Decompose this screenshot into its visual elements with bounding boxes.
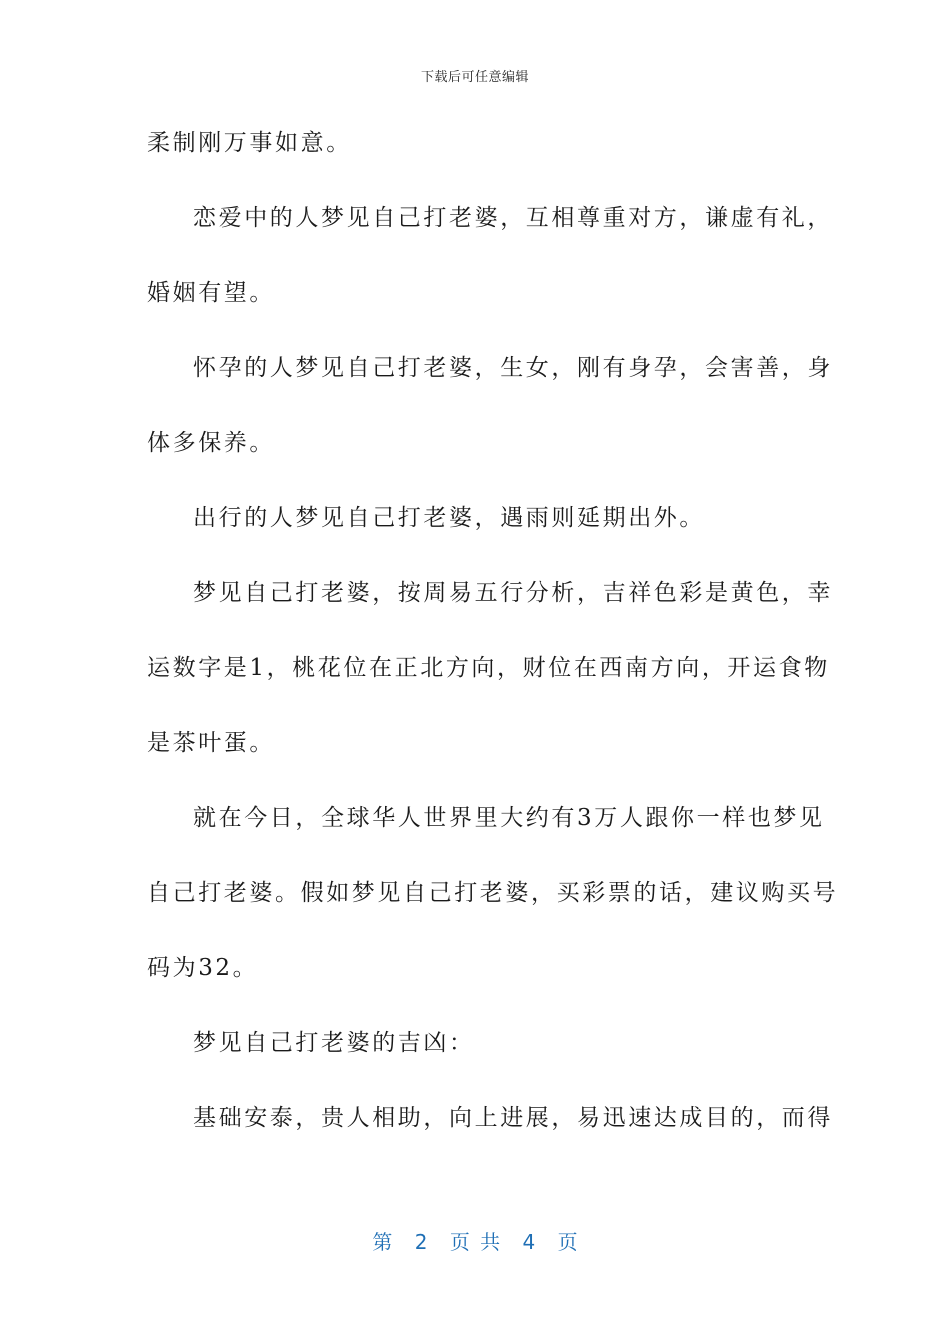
paragraph-line: 柔制刚万事如意。 xyxy=(147,130,352,156)
paragraph-line: 自己打老婆。假如梦见自己打老婆，买彩票的话，建议购买号 xyxy=(147,880,839,906)
paragraph-line: 运数字是1，桃花位在正北方向，财位在西南方向，开运食物 xyxy=(147,655,830,681)
paragraph-line: 梦见自己打老婆的吉凶： xyxy=(193,1030,475,1056)
footer-suffix: 页 xyxy=(557,1230,578,1254)
paragraph-line: 梦见自己打老婆，按周易五行分析，吉祥色彩是黄色，幸 xyxy=(193,580,833,606)
footer-page-number: 2 xyxy=(414,1230,428,1254)
paragraph-line: 就在今日，全球华人世界里大约有3万人跟你一样也梦见 xyxy=(193,805,825,831)
paragraph-line: 是茶叶蛋。 xyxy=(147,730,275,756)
paragraph-line: 基础安泰，贵人相助，向上进展，易迅速达成目的，而得 xyxy=(193,1105,833,1131)
page-header: 下载后可任意编辑 xyxy=(420,70,529,85)
paragraph-line: 婚姻有望。 xyxy=(147,280,275,306)
page-footer xyxy=(0,1226,950,1255)
footer-prefix: 第 xyxy=(372,1230,393,1254)
paragraph-line: 出行的人梦见自己打老婆，遇雨则延期出外。 xyxy=(193,505,705,531)
footer-total-pages: 4 xyxy=(522,1230,536,1254)
paragraph-line: 码为32。 xyxy=(147,955,259,981)
paragraph-line: 体多保养。 xyxy=(147,430,275,456)
footer-middle: 页 共 xyxy=(449,1230,501,1254)
paragraph-line: 怀孕的人梦见自己打老婆，生女，刚有身孕，会害善，身 xyxy=(193,355,833,381)
paragraph-line: 恋爱中的人梦见自己打老婆，互相尊重对方，谦虚有礼， xyxy=(193,205,833,231)
